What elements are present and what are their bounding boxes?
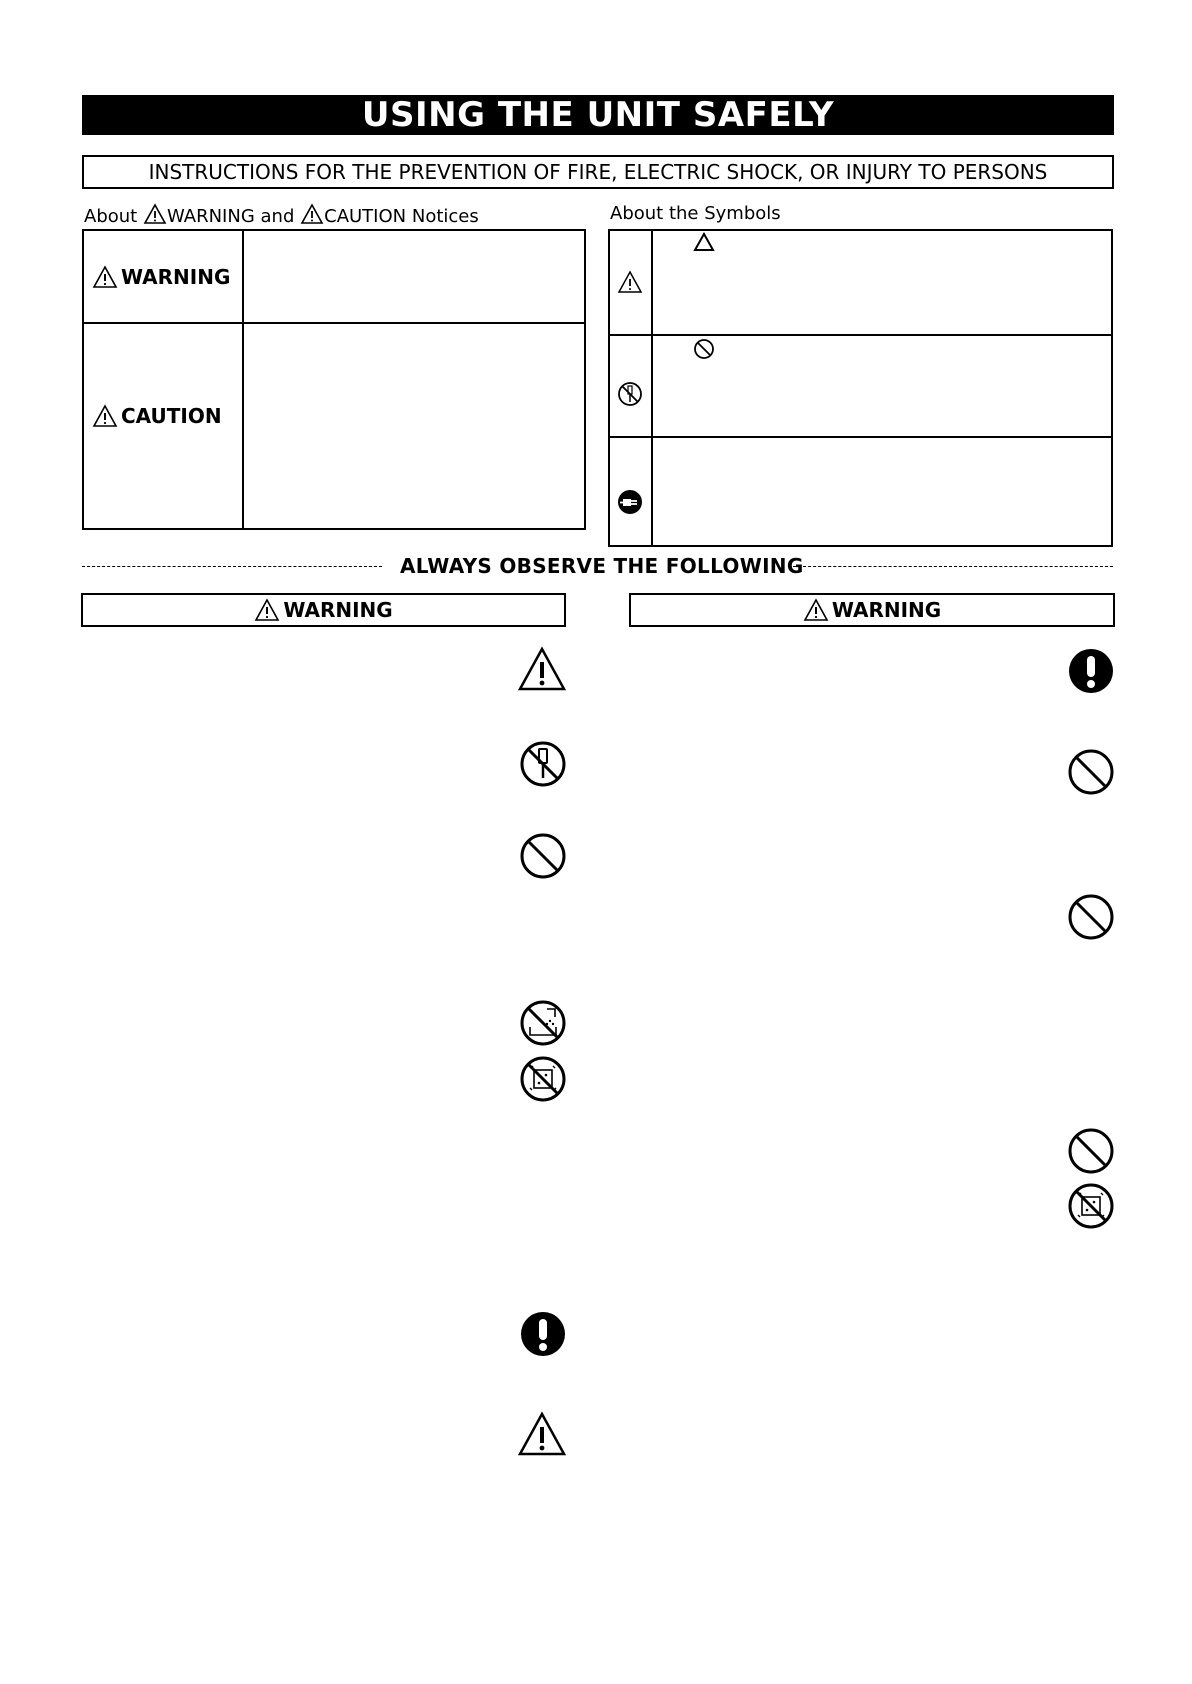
notices-word: Notices [411, 206, 479, 227]
page-title: USING THE UNIT SAFELY [82, 95, 1114, 135]
table-divider [82, 322, 586, 324]
divider-left [82, 566, 382, 567]
warning-triangle-icon [517, 646, 567, 692]
table-divider [608, 334, 1113, 336]
caution-word: CAUTION [324, 206, 407, 227]
prohibition-icon [1067, 748, 1115, 796]
warning-triangle-icon [617, 270, 643, 294]
notices-heading [84, 203, 479, 228]
warning-triangle-icon [517, 1411, 567, 1457]
unplug-icon [617, 489, 643, 515]
warning-triangle-icon [803, 598, 829, 622]
mandatory-exclamation-icon [1067, 647, 1115, 695]
prohibition-icon [519, 832, 567, 880]
warning-triangle-icon [92, 265, 118, 289]
warning-triangle-icon [92, 404, 118, 428]
warning-triangle-icon [254, 598, 280, 622]
warning-label-text: WARNING [121, 265, 231, 289]
caution-label-text: CAUTION [121, 404, 222, 428]
prohibition-icon [1067, 893, 1115, 941]
no-disassemble-icon [519, 740, 567, 788]
symbols-heading: About the Symbols [610, 203, 781, 224]
table-divider [242, 229, 244, 530]
and-word: and [260, 206, 295, 227]
table-divider [608, 436, 1113, 438]
observe-heading: ALWAYS OBSERVE THE FOLLOWING [400, 554, 804, 578]
right-warning-box [629, 593, 1115, 627]
table-divider [651, 229, 653, 547]
mandatory-exclamation-icon [519, 1310, 567, 1358]
right-warning-box-label: WARNING [831, 598, 942, 622]
left-warning-box [81, 593, 566, 627]
no-disassemble-icon [617, 381, 643, 407]
warning-word: WARNING [166, 206, 255, 227]
left-warning-box-label: WARNING [283, 598, 393, 622]
warning-triangle-icon [143, 203, 167, 225]
instructions-banner: INSTRUCTIONS FOR THE PREVENTION OF FIRE, ELECTRIC SHOCK, OR INJURY TO PERSONS [82, 155, 1114, 189]
warning-label [92, 265, 230, 289]
no-water-icon [519, 999, 567, 1047]
about-prefix: About [84, 206, 138, 227]
divider-right [793, 566, 1113, 567]
prohibition-icon [1067, 1127, 1115, 1175]
prohibition-circle-icon [693, 338, 715, 360]
warning-triangle-icon [300, 203, 324, 225]
triangle-outline-icon [693, 232, 715, 252]
caution-label [92, 404, 222, 428]
no-spill-icon [519, 1055, 567, 1103]
symbols-table [608, 229, 1113, 547]
no-spill-icon [1067, 1182, 1115, 1230]
